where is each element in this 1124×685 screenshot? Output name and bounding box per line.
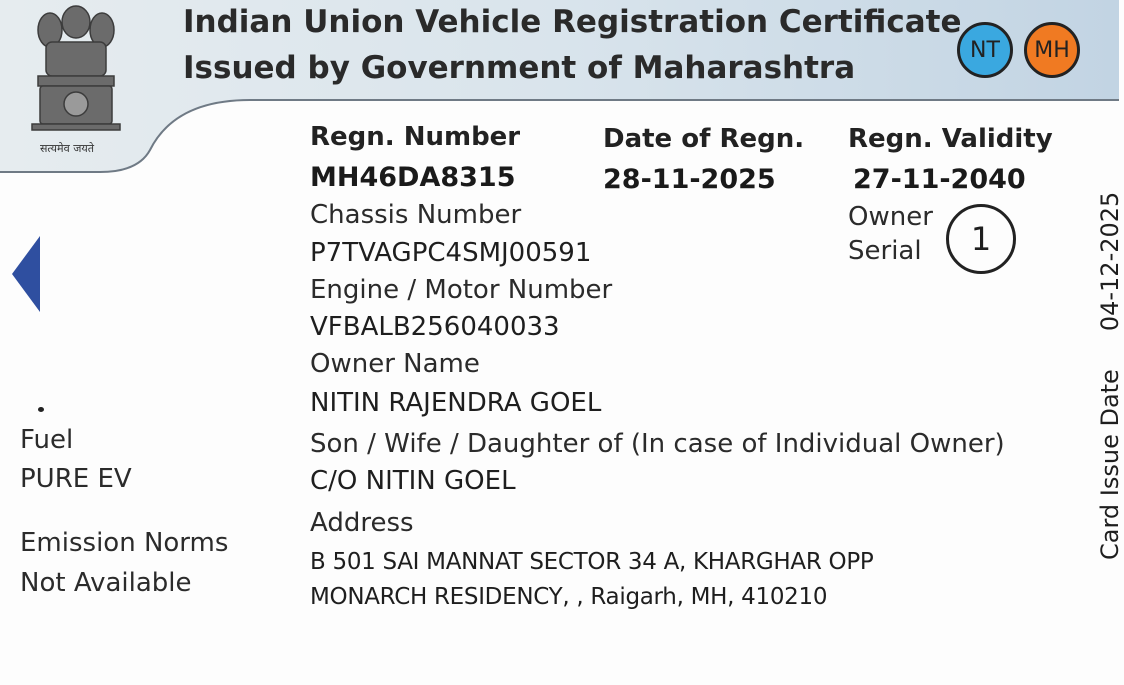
relation-label: Son / Wife / Daughter of (In case of Individual Owner)	[310, 429, 1005, 459]
fuel-value: PURE EV	[20, 464, 132, 494]
dot-mark	[38, 407, 44, 412]
owner-serial-value: 1	[946, 204, 1016, 274]
owner-name-label: Owner Name	[310, 349, 480, 379]
national-emblem-icon	[26, 0, 126, 140]
mh-badge: MH	[1024, 22, 1080, 78]
engine-label: Engine / Motor Number	[310, 275, 613, 305]
emission-value: Not Available	[20, 568, 192, 598]
regn-validity-label: Regn. Validity	[848, 124, 1053, 154]
nt-badge: NT	[957, 22, 1013, 78]
owner-name-value: NITIN RAJENDRA GOEL	[310, 388, 602, 418]
fuel-label: Fuel	[20, 425, 74, 455]
card-issue-value: 04-12-2025	[1096, 191, 1124, 332]
relation-value: C/O NITIN GOEL	[310, 466, 516, 496]
left-arrow-icon	[10, 236, 42, 312]
address-line1: B 501 SAI MANNAT SECTOR 34 A, KHARGHAR OPP	[310, 549, 874, 575]
regn-date-value: 28-11-2025	[603, 164, 776, 195]
address-label: Address	[310, 508, 414, 538]
engine-value: VFBALB256040033	[310, 312, 560, 342]
emblem-motto: सत्यमेव जयते	[40, 142, 95, 155]
address-line2: MONARCH RESIDENCY, , Raigarh, MH, 410210	[310, 584, 828, 610]
owner-serial-label-line2: Serial	[848, 236, 922, 266]
chassis-label: Chassis Number	[310, 200, 522, 230]
card-issue-label: Card Issue Date	[1096, 369, 1124, 560]
regn-number-label: Regn. Number	[310, 122, 521, 152]
regn-validity-value: 27-11-2040	[853, 164, 1026, 195]
owner-serial-label-line1: Owner	[848, 202, 933, 232]
regn-date-label: Date of Regn.	[603, 124, 805, 154]
chassis-value: P7TVAGPC4SMJ00591	[310, 238, 592, 268]
card-issue-block	[1096, 192, 1124, 560]
regn-number-value: MH46DA8315	[310, 162, 516, 193]
emission-label: Emission Norms	[20, 528, 229, 558]
certificate-title: Indian Union Vehicle Registration Certificate	[183, 4, 962, 40]
issuing-authority: Issued by Government of Maharashtra	[183, 50, 856, 86]
